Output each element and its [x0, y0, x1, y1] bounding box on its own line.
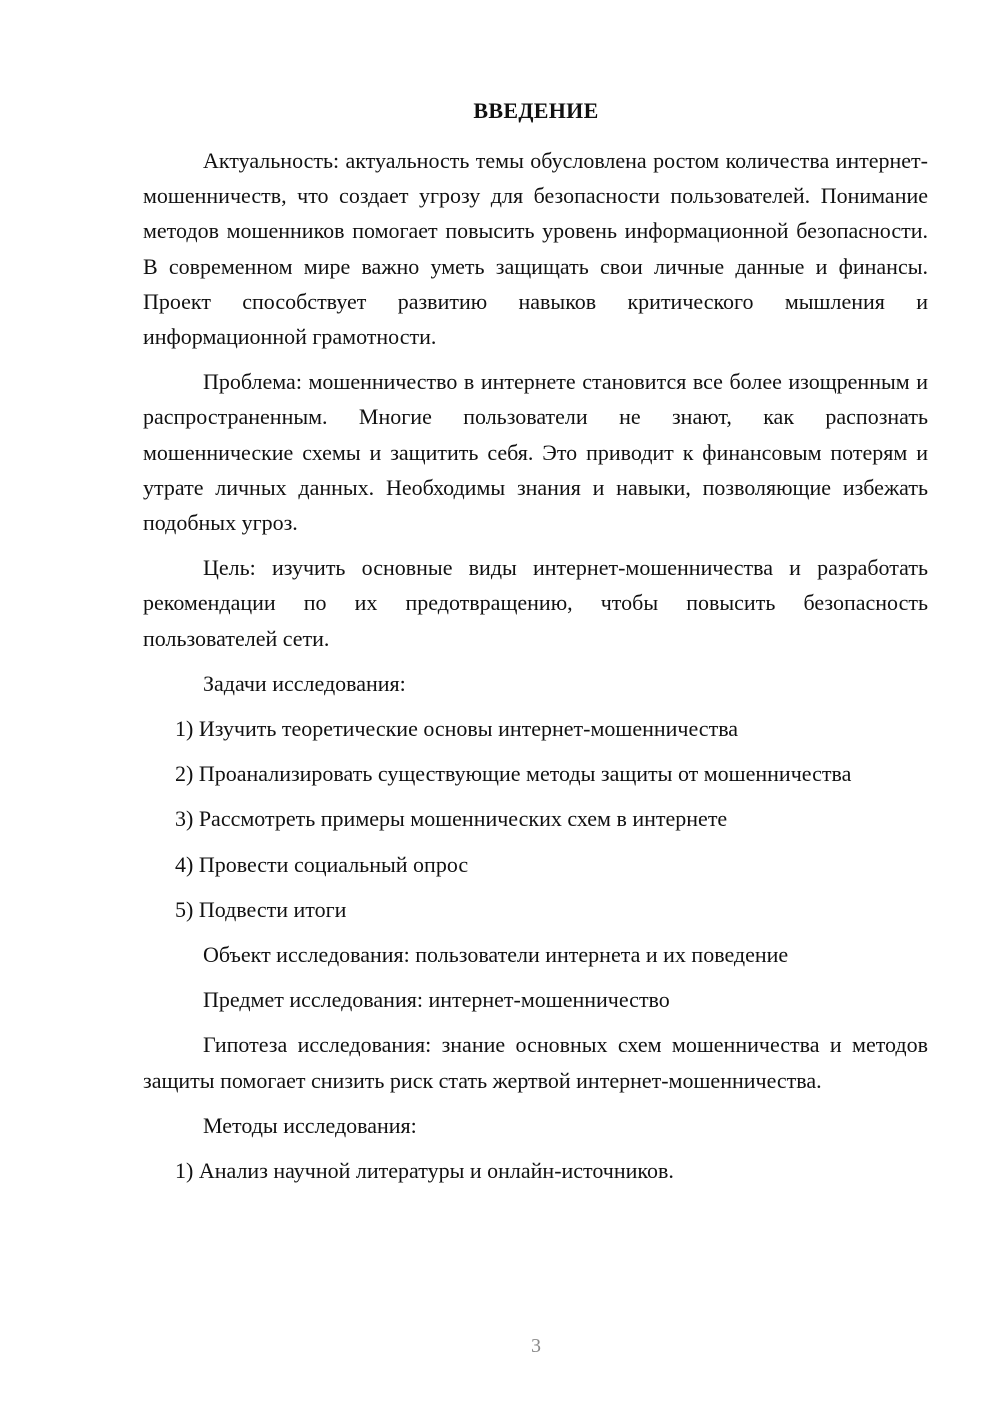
document-body: [143, 143, 928, 1188]
page-title: ВВЕДЕНИЕ: [473, 98, 599, 123]
method-item-1: 1) Анализ научной литературы и онлайн-источников.: [175, 1158, 674, 1184]
paragraph-tasks-heading: Задачи исследования:: [203, 670, 406, 696]
paragraph-subject: Предмет исследования: интернет-мошенничество: [203, 987, 670, 1013]
task-item-4: 4) Провести социальный опрос: [175, 851, 469, 877]
task-item-2: 2) Проанализировать существующие методы защиты от мошенничества: [175, 761, 852, 787]
paragraph-hypothesis: Гипотеза исследования: знание основных схем мошенничества и методов защиты помогает снизить риск стать жертвой интернет-мошенничества.: [143, 1032, 928, 1093]
paragraph-goal: Цель: изучить основные виды интернет-мошенничества и разработать рекомендации по их предотвращению, чтобы повысить безопасность пользователей сети.: [143, 555, 928, 651]
paragraph-problem: Проблема: мошенничество в интернете становится все более изощренным и распространенным. Многие пользователи не знают, как распознать мошеннические схемы и защитить себя. Это приводит к финансовым потерям и утрате личных данных. Необходимы знания и навыки, позволяющие избежать подобных угроз.: [143, 369, 928, 536]
task-item-5: 5) Подвести итоги: [175, 896, 347, 922]
task-item-1: 1) Изучить теоретические основы интернет-мошенничества: [175, 716, 739, 742]
page-number: 3: [531, 1335, 541, 1357]
paragraph-methods-heading: Методы исследования:: [203, 1112, 417, 1138]
paragraph-relevance: Актуальность: актуальность темы обусловлена ростом количества интернет-мошенничеств, что создает угрозу для безопасности пользователей. Понимание методов мошенников помогает повысить уровень информационной безопасности. В современном мире важно уметь защищать свои личные данные и финансы. Проект способствует развитию навыков критического мышления и информационной грамотности.: [143, 148, 928, 350]
paragraph-object: Объект исследования: пользователи интернета и их поведение: [203, 942, 789, 968]
task-item-3: 3) Рассмотреть примеры мошеннических схем в интернете: [175, 806, 728, 832]
